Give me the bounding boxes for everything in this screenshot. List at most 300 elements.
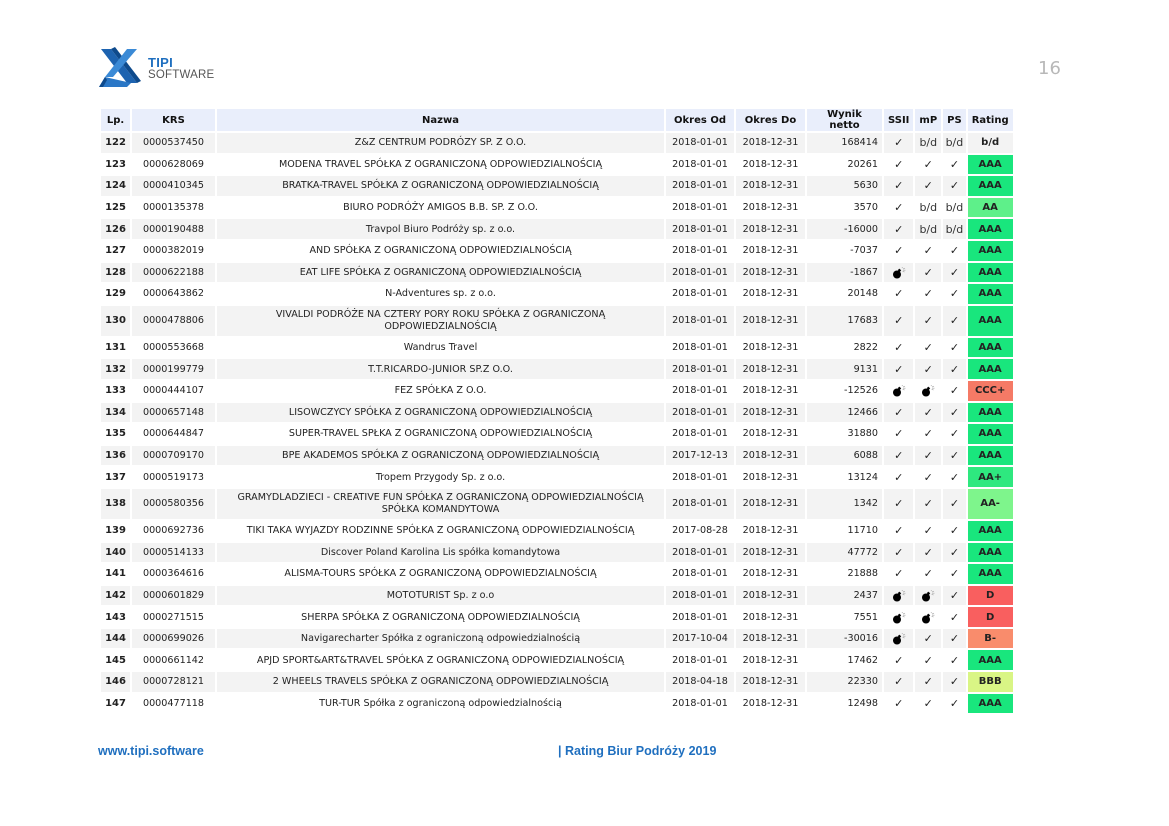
cell-okres-od: 2018-01-01 — [666, 155, 734, 175]
rating-badge: AAA — [978, 450, 1002, 462]
check-icon: ✓ — [884, 176, 913, 196]
footer-title: | Rating Biur Podróży 2019 — [558, 744, 717, 758]
table-row — [101, 543, 1013, 563]
cell-lp: 143 — [101, 607, 130, 627]
rating-cell — [968, 650, 1013, 670]
check-icon: ✓ — [943, 694, 966, 714]
cell-nazwa: TUR-TUR Spółka z ograniczoną odpowiedzialnością — [217, 694, 664, 714]
check-icon: ✓ — [884, 672, 913, 692]
bomb-icon — [884, 607, 913, 627]
rating-cell — [968, 306, 1013, 336]
cell-okres-do: 2018-12-31 — [736, 306, 805, 336]
rating-cell — [968, 489, 1013, 519]
cell-okres-od: 2018-01-01 — [666, 306, 734, 336]
column-header-okres-od: Okres Od — [666, 109, 734, 131]
rating-badge: AA — [982, 202, 998, 214]
rating-badge: AAA — [978, 342, 1002, 354]
check-icon: ✓ — [915, 672, 941, 692]
rating-cell — [968, 564, 1013, 584]
cell-wynik-netto: 11710 — [807, 521, 882, 541]
cell-nazwa: 2 WHEELS TRAVELS SPÓŁKA Z OGRANICZONĄ ODPOWIEDZIALNOŚCIĄ — [217, 672, 664, 692]
cell-okres-do: 2018-12-31 — [736, 543, 805, 563]
logo-text-tipi: TIPI — [148, 55, 174, 70]
table-row — [101, 403, 1013, 423]
cell-okres-od: 2017-10-04 — [666, 629, 734, 649]
check-icon: ✓ — [943, 176, 966, 196]
bomb-icon — [915, 381, 941, 401]
rating-cell — [968, 586, 1013, 606]
rating-cell — [968, 198, 1013, 218]
logo-text-software: SOFTWARE — [148, 69, 215, 81]
check-icon: ✓ — [915, 543, 941, 563]
cell-okres-od: 2018-01-01 — [666, 694, 734, 714]
cell-lp: 131 — [101, 338, 130, 358]
cell-okres-od: 2018-01-01 — [666, 219, 734, 239]
check-icon: ✓ — [915, 564, 941, 584]
cell-okres-do: 2018-12-31 — [736, 467, 805, 487]
check-icon: ✓ — [943, 306, 966, 336]
cell-krs: 0000382019 — [132, 241, 215, 261]
rating-cell — [968, 629, 1013, 649]
cell-okres-od: 2018-01-01 — [666, 586, 734, 606]
cell-krs: 0000537450 — [132, 133, 215, 153]
cell-okres-do: 2018-12-31 — [736, 403, 805, 423]
rating-cell — [968, 133, 1013, 153]
column-header-lp: Lp. — [101, 109, 130, 131]
table-row — [101, 381, 1013, 401]
rating-cell — [968, 219, 1013, 239]
rating-cell — [968, 381, 1013, 401]
table-row — [101, 263, 1013, 283]
rating-badge: AA+ — [978, 471, 1003, 483]
cell-krs: 0000190488 — [132, 219, 215, 239]
cell-nazwa: ALISMA-TOURS SPÓŁKA Z OGRANICZONĄ ODPOWIEDZIALNOŚCIĄ — [217, 564, 664, 584]
table-row — [101, 467, 1013, 487]
rating-badge: AAA — [978, 245, 1002, 257]
column-header-nazwa: Nazwa — [217, 109, 664, 131]
tipi-software-logo — [97, 47, 222, 92]
cell-wynik-netto: 9131 — [807, 359, 882, 379]
check-icon: ✓ — [884, 521, 913, 541]
check-icon: ✓ — [915, 241, 941, 261]
bomb-icon — [884, 629, 913, 649]
rating-badge: B- — [984, 633, 997, 645]
cell-mp-value: b/d — [915, 219, 941, 239]
cell-okres-do: 2018-12-31 — [736, 359, 805, 379]
table-row — [101, 586, 1013, 606]
rating-cell — [968, 446, 1013, 466]
cell-nazwa: Travpol Biuro Podróży sp. z o.o. — [217, 219, 664, 239]
rating-badge: AAA — [978, 314, 1002, 326]
column-header-ps: PS — [943, 109, 966, 131]
cell-krs: 0000580356 — [132, 489, 215, 519]
table-row — [101, 176, 1013, 196]
cell-wynik-netto: 6088 — [807, 446, 882, 466]
cell-okres-od: 2018-01-01 — [666, 359, 734, 379]
cell-krs: 0000410345 — [132, 176, 215, 196]
cell-wynik-netto: 12498 — [807, 694, 882, 714]
cell-okres-do: 2018-12-31 — [736, 694, 805, 714]
check-icon: ✓ — [943, 467, 966, 487]
cell-lp: 139 — [101, 521, 130, 541]
cell-lp: 142 — [101, 586, 130, 606]
rating-cell — [968, 424, 1013, 444]
cell-okres-od: 2017-12-13 — [666, 446, 734, 466]
rating-cell — [968, 543, 1013, 563]
check-icon: ✓ — [915, 338, 941, 358]
cell-krs: 0000135378 — [132, 198, 215, 218]
cell-wynik-netto: 168414 — [807, 133, 882, 153]
cell-okres-od: 2018-01-01 — [666, 607, 734, 627]
cell-nazwa: Discover Poland Karolina Lis spółka komandytowa — [217, 543, 664, 563]
bomb-icon — [884, 381, 913, 401]
cell-okres-od: 2018-04-18 — [666, 672, 734, 692]
cell-mp-value: b/d — [915, 198, 941, 218]
page-number: 16 — [1038, 58, 1061, 79]
cell-lp: 134 — [101, 403, 130, 423]
check-icon: ✓ — [884, 694, 913, 714]
cell-okres-do: 2018-12-31 — [736, 241, 805, 261]
cell-krs: 0000628069 — [132, 155, 215, 175]
cell-okres-do: 2018-12-31 — [736, 133, 805, 153]
cell-okres-od: 2018-01-01 — [666, 403, 734, 423]
check-icon: ✓ — [943, 338, 966, 358]
cell-nazwa: BPE AKADEMOS SPÓŁKA Z OGRANICZONĄ ODPOWIEDZIALNOŚCIĄ — [217, 446, 664, 466]
table-row — [101, 629, 1013, 649]
column-header-okres-do: Okres Do — [736, 109, 805, 131]
rating-badge: AAA — [978, 546, 1002, 558]
cell-okres-do: 2018-12-31 — [736, 381, 805, 401]
cell-nazwa: SHERPA SPÓŁKA Z OGRANICZONĄ ODPOWIEDZIALNOŚCIĄ — [217, 607, 664, 627]
bomb-icon — [915, 607, 941, 627]
logo-mark-icon — [97, 47, 143, 91]
cell-lp: 124 — [101, 176, 130, 196]
cell-lp: 140 — [101, 543, 130, 563]
cell-krs: 0000692736 — [132, 521, 215, 541]
cell-nazwa: LISOWCZYCY SPÓŁKA Z OGRANICZONĄ ODPOWIEDZIALNOŚCIĄ — [217, 403, 664, 423]
table-row — [101, 219, 1013, 239]
check-icon: ✓ — [943, 543, 966, 563]
cell-okres-od: 2017-08-28 — [666, 521, 734, 541]
check-icon: ✓ — [915, 359, 941, 379]
check-icon: ✓ — [943, 521, 966, 541]
rating-badge: AAA — [978, 180, 1002, 192]
cell-wynik-netto: 47772 — [807, 543, 882, 563]
cell-krs: 0000477118 — [132, 694, 215, 714]
table-row — [101, 133, 1013, 153]
cell-okres-od: 2018-01-01 — [666, 241, 734, 261]
cell-okres-od: 2018-01-01 — [666, 489, 734, 519]
cell-okres-od: 2018-01-01 — [666, 284, 734, 304]
cell-nazwa: VIVALDI PODRÓŻE NA CZTERY PORY ROKU SPÓŁKA Z OGRANICZONĄ ODPOWIEDZIALNOŚCIĄ — [217, 306, 664, 336]
rating-badge: AAA — [978, 363, 1002, 375]
cell-ps-value: b/d — [943, 133, 966, 153]
table-row — [101, 650, 1013, 670]
cell-krs: 0000199779 — [132, 359, 215, 379]
check-icon: ✓ — [943, 629, 966, 649]
table-row — [101, 241, 1013, 261]
cell-okres-od: 2018-01-01 — [666, 543, 734, 563]
table-row — [101, 672, 1013, 692]
cell-lp: 128 — [101, 263, 130, 283]
rating-badge: AAA — [978, 406, 1002, 418]
cell-krs: 0000444107 — [132, 381, 215, 401]
check-icon: ✓ — [884, 403, 913, 423]
cell-wynik-netto: 17462 — [807, 650, 882, 670]
cell-okres-do: 2018-12-31 — [736, 629, 805, 649]
cell-lp: 127 — [101, 241, 130, 261]
footer-website: www.tipi.software — [98, 744, 204, 758]
cell-okres-od: 2018-01-01 — [666, 564, 734, 584]
check-icon: ✓ — [884, 306, 913, 336]
check-icon: ✓ — [884, 284, 913, 304]
rating-badge: AA- — [980, 497, 1000, 509]
cell-lp: 144 — [101, 629, 130, 649]
cell-nazwa: T.T.RICARDO-JUNIOR SP.Z O.O. — [217, 359, 664, 379]
table-row — [101, 306, 1013, 336]
check-icon: ✓ — [884, 241, 913, 261]
check-icon: ✓ — [915, 467, 941, 487]
rating-cell — [968, 607, 1013, 627]
rating-cell — [968, 521, 1013, 541]
table-row — [101, 607, 1013, 627]
check-icon: ✓ — [884, 133, 913, 153]
cell-nazwa: BRATKA-TRAVEL SPÓŁKA Z OGRANICZONĄ ODPOWIEDZIALNOŚCIĄ — [217, 176, 664, 196]
check-icon: ✓ — [884, 338, 913, 358]
cell-okres-do: 2018-12-31 — [736, 424, 805, 444]
table-row — [101, 564, 1013, 584]
cell-okres-od: 2018-01-01 — [666, 650, 734, 670]
cell-krs: 0000709170 — [132, 446, 215, 466]
check-icon: ✓ — [943, 424, 966, 444]
cell-okres-do: 2018-12-31 — [736, 219, 805, 239]
column-header-wynik-netto: Wynik netto — [807, 109, 882, 131]
rating-cell — [968, 467, 1013, 487]
cell-lp: 129 — [101, 284, 130, 304]
cell-okres-do: 2018-12-31 — [736, 446, 805, 466]
check-icon: ✓ — [943, 672, 966, 692]
table-row — [101, 359, 1013, 379]
check-icon: ✓ — [884, 219, 913, 239]
cell-krs: 0000657148 — [132, 403, 215, 423]
check-icon: ✓ — [915, 521, 941, 541]
cell-lp: 141 — [101, 564, 130, 584]
rating-cell — [968, 694, 1013, 714]
cell-okres-do: 2018-12-31 — [736, 586, 805, 606]
check-icon: ✓ — [884, 198, 913, 218]
cell-wynik-netto: 17683 — [807, 306, 882, 336]
check-icon: ✓ — [884, 564, 913, 584]
cell-okres-do: 2018-12-31 — [736, 198, 805, 218]
cell-nazwa: SUPER-TRAVEL SPŁKA Z OGRANICZONĄ ODPOWIEDZIALNOŚCIĄ — [217, 424, 664, 444]
cell-krs: 0000643862 — [132, 284, 215, 304]
rating-cell — [968, 338, 1013, 358]
cell-okres-od: 2018-01-01 — [666, 198, 734, 218]
check-icon: ✓ — [915, 155, 941, 175]
cell-nazwa: Wandrus Travel — [217, 338, 664, 358]
cell-nazwa: MOTOTURIST Sp. z o.o — [217, 586, 664, 606]
cell-wynik-netto: 2822 — [807, 338, 882, 358]
check-icon: ✓ — [915, 176, 941, 196]
check-icon: ✓ — [884, 650, 913, 670]
rating-table — [99, 107, 1015, 715]
rating-badge: BBB — [978, 676, 1002, 688]
bomb-icon — [884, 586, 913, 606]
cell-wynik-netto: 31880 — [807, 424, 882, 444]
cell-okres-do: 2018-12-31 — [736, 672, 805, 692]
rating-cell — [968, 403, 1013, 423]
table-row — [101, 694, 1013, 714]
cell-okres-do: 2018-12-31 — [736, 155, 805, 175]
cell-wynik-netto: -16000 — [807, 219, 882, 239]
cell-okres-od: 2018-01-01 — [666, 338, 734, 358]
table-row — [101, 424, 1013, 444]
check-icon: ✓ — [915, 263, 941, 283]
check-icon: ✓ — [915, 424, 941, 444]
rating-badge: AAA — [978, 525, 1002, 537]
cell-nazwa: Navigarecharter Spółka z ograniczoną odpowiedzialnością — [217, 629, 664, 649]
check-icon: ✓ — [915, 284, 941, 304]
cell-krs: 0000478806 — [132, 306, 215, 336]
rating-badge: D — [986, 611, 995, 623]
cell-krs: 0000364616 — [132, 564, 215, 584]
cell-wynik-netto: 12466 — [807, 403, 882, 423]
check-icon: ✓ — [884, 155, 913, 175]
cell-krs: 0000519173 — [132, 467, 215, 487]
cell-nazwa: N-Adventures sp. z o.o. — [217, 284, 664, 304]
table-row — [101, 521, 1013, 541]
column-header-ssii: SSII — [884, 109, 913, 131]
check-icon: ✓ — [943, 607, 966, 627]
rating-cell — [968, 284, 1013, 304]
cell-wynik-netto: 3570 — [807, 198, 882, 218]
cell-wynik-netto: 20148 — [807, 284, 882, 304]
cell-nazwa: GRAMYDLADZIECI - CREATIVE FUN SPÓŁKA Z OGRANICZONĄ ODPOWIEDZIALNOŚCIĄ SPÓŁKA KOMANDYTOWA — [217, 489, 664, 519]
cell-lp: 122 — [101, 133, 130, 153]
cell-nazwa: Z&Z CENTRUM PODRÓZY SP. Z O.O. — [217, 133, 664, 153]
cell-lp: 138 — [101, 489, 130, 519]
cell-okres-do: 2018-12-31 — [736, 263, 805, 283]
cell-wynik-netto: 20261 — [807, 155, 882, 175]
cell-okres-od: 2018-01-01 — [666, 467, 734, 487]
check-icon: ✓ — [884, 446, 913, 466]
cell-lp: 126 — [101, 219, 130, 239]
check-icon: ✓ — [943, 564, 966, 584]
cell-okres-do: 2018-12-31 — [736, 284, 805, 304]
cell-okres-do: 2018-12-31 — [736, 489, 805, 519]
cell-krs: 0000271515 — [132, 607, 215, 627]
check-icon: ✓ — [943, 263, 966, 283]
check-icon: ✓ — [915, 650, 941, 670]
check-icon: ✓ — [943, 446, 966, 466]
cell-nazwa: FEZ SPÓŁKA Z O.O. — [217, 381, 664, 401]
table-header-row — [101, 109, 1013, 131]
check-icon: ✓ — [943, 489, 966, 519]
cell-nazwa: APJD SPORT&ART&TRAVEL SPÓŁKA Z OGRANICZONĄ ODPOWIEDZIALNOŚCIĄ — [217, 650, 664, 670]
cell-okres-do: 2018-12-31 — [736, 650, 805, 670]
check-icon: ✓ — [943, 381, 966, 401]
cell-krs: 0000728121 — [132, 672, 215, 692]
cell-krs: 0000601829 — [132, 586, 215, 606]
rating-badge: AAA — [978, 568, 1002, 580]
check-icon: ✓ — [884, 424, 913, 444]
cell-lp: 130 — [101, 306, 130, 336]
cell-lp: 125 — [101, 198, 130, 218]
cell-ps-value: b/d — [943, 198, 966, 218]
table-row — [101, 446, 1013, 466]
check-icon: ✓ — [915, 306, 941, 336]
cell-lp: 146 — [101, 672, 130, 692]
cell-wynik-netto: -7037 — [807, 241, 882, 261]
cell-ps-value: b/d — [943, 219, 966, 239]
check-icon: ✓ — [915, 629, 941, 649]
cell-wynik-netto: 5630 — [807, 176, 882, 196]
cell-lp: 136 — [101, 446, 130, 466]
check-icon: ✓ — [943, 359, 966, 379]
rating-badge: AAA — [978, 158, 1002, 170]
cell-wynik-netto: 22330 — [807, 672, 882, 692]
cell-lp: 132 — [101, 359, 130, 379]
check-icon: ✓ — [915, 446, 941, 466]
cell-lp: 147 — [101, 694, 130, 714]
rating-badge: AAA — [978, 266, 1002, 278]
cell-lp: 123 — [101, 155, 130, 175]
cell-okres-do: 2018-12-31 — [736, 564, 805, 584]
cell-wynik-netto: 7551 — [807, 607, 882, 627]
cell-lp: 135 — [101, 424, 130, 444]
cell-nazwa: TIKI TAKA WYJAZDY RODZINNE SPÓŁKA Z OGRANICZONĄ ODPOWIEDZIALNOŚCIĄ — [217, 521, 664, 541]
cell-wynik-netto: -12526 — [807, 381, 882, 401]
cell-okres-od: 2018-01-01 — [666, 381, 734, 401]
check-icon: ✓ — [915, 489, 941, 519]
rating-badge: AAA — [978, 428, 1002, 440]
bomb-icon — [915, 586, 941, 606]
rating-cell — [968, 672, 1013, 692]
cell-mp-value: b/d — [915, 133, 941, 153]
cell-krs: 0000553668 — [132, 338, 215, 358]
cell-okres-do: 2018-12-31 — [736, 176, 805, 196]
rating-cell — [968, 176, 1013, 196]
table-row — [101, 198, 1013, 218]
check-icon: ✓ — [943, 155, 966, 175]
table-row — [101, 489, 1013, 519]
table-row — [101, 284, 1013, 304]
check-icon: ✓ — [943, 586, 966, 606]
cell-wynik-netto: 13124 — [807, 467, 882, 487]
cell-lp: 145 — [101, 650, 130, 670]
rating-badge: AAA — [978, 697, 1002, 709]
cell-okres-do: 2018-12-31 — [736, 521, 805, 541]
rating-badge: AAA — [978, 223, 1002, 235]
cell-wynik-netto: -1867 — [807, 263, 882, 283]
cell-okres-do: 2018-12-31 — [736, 607, 805, 627]
table-row — [101, 338, 1013, 358]
rating-cell — [968, 263, 1013, 283]
check-icon: ✓ — [943, 284, 966, 304]
check-icon: ✓ — [943, 650, 966, 670]
check-icon: ✓ — [884, 359, 913, 379]
cell-wynik-netto: 21888 — [807, 564, 882, 584]
rating-cell — [968, 241, 1013, 261]
cell-lp: 137 — [101, 467, 130, 487]
cell-krs: 0000514133 — [132, 543, 215, 563]
column-header-krs: KRS — [132, 109, 215, 131]
cell-nazwa: BIURO PODRÓŻY AMIGOS B.B. SP. Z O.O. — [217, 198, 664, 218]
column-header-mp: mP — [915, 109, 941, 131]
bomb-icon — [884, 263, 913, 283]
cell-nazwa: Tropem Przygody Sp. z o.o. — [217, 467, 664, 487]
cell-wynik-netto: -30016 — [807, 629, 882, 649]
